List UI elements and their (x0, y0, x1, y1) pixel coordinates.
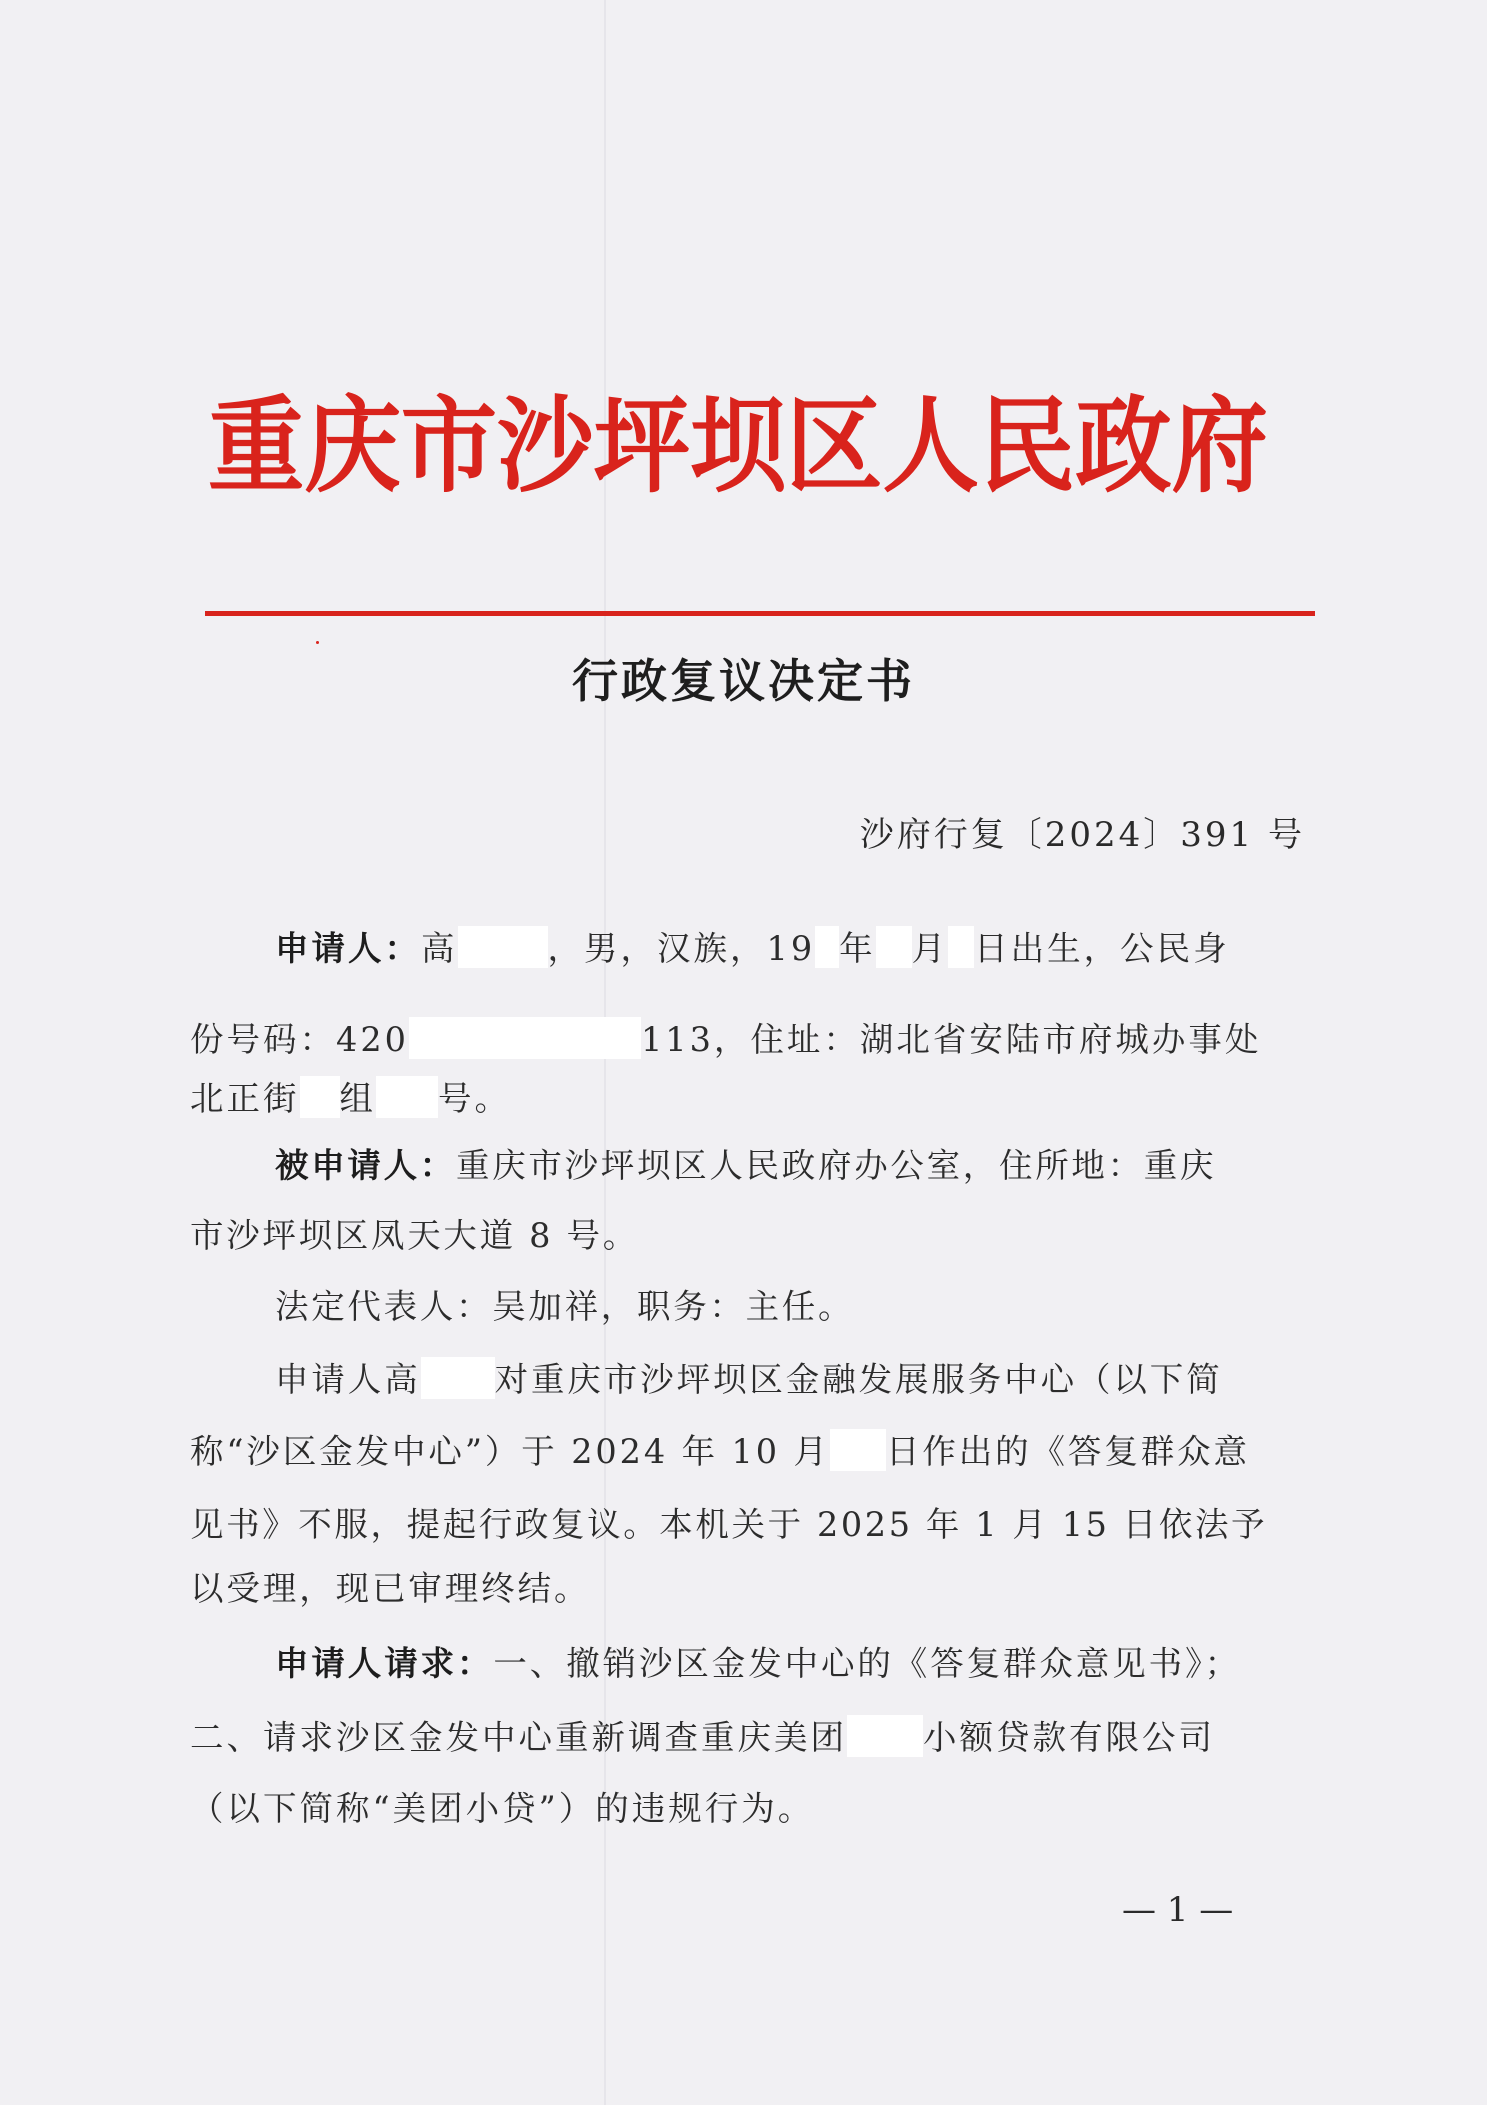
page-number: — 1 — (1122, 1890, 1234, 1930)
applicant-line-1: 申请人：高 ，男，汉族，19 年 月 日出生，公民身 (275, 925, 1230, 973)
requests-line-3: （以下简称“美团小贷”）的违规行为。 (190, 1789, 815, 1828)
redaction-mask (847, 1715, 923, 1757)
redaction-mask (815, 926, 839, 968)
requests-line-1: 申请人请求：一、撤销沙区金发中心的《答复群众意见书》； (275, 1644, 1242, 1683)
redaction-mask (830, 1429, 886, 1471)
intro-line-3: 见书》不服，提起行政复议。本机关于 2025 年 1 月 15 日依法予 (190, 1505, 1268, 1544)
respondent-line-1: 被申请人：重庆市沙坪坝区人民政府办公室，住所地：重庆 (275, 1146, 1217, 1185)
document-title: 行政复议决定书 (572, 654, 915, 708)
respondent-line-2: 市沙坪坝区凤天大道 8 号。 (190, 1216, 639, 1255)
intro-line-1: 申请人高 对重庆市沙坪坝区金融发展服务中心（以下简 (275, 1356, 1223, 1404)
respondent-label: 被申请人： (275, 1146, 456, 1185)
redaction-mask (300, 1076, 340, 1118)
applicant-line-3: 北正街 组 号。 (190, 1075, 511, 1123)
redaction-mask (409, 1017, 641, 1059)
svg-text:重庆市沙坪坝区人民政府: 重庆市沙坪坝区人民政府 (208, 384, 1268, 507)
document-number: 沙府行复〔2024〕391 号 (859, 815, 1305, 855)
red-separator-line (205, 611, 1315, 616)
requests-line-2: 二、请求沙区金发中心重新调查重庆美团 小额贷款有限公司 (190, 1714, 1215, 1762)
legal-representative: 法定代表人：吴加祥，职务：主任。 (275, 1287, 855, 1326)
redaction-mask (948, 926, 974, 968)
redaction-mask (421, 1357, 495, 1399)
redaction-mask (458, 926, 548, 968)
issuer-masthead (208, 372, 1268, 512)
intro-line-2: 称“沙区金发中心”）于 2024 年 10 月 日作出的《答复群众意 (190, 1428, 1250, 1476)
redaction-mask (376, 1076, 438, 1118)
red-mark (316, 641, 319, 644)
applicant-label: 申请人： (275, 929, 421, 968)
intro-line-4: 以受理，现已审理终结。 (190, 1569, 591, 1608)
redaction-mask (876, 926, 912, 968)
applicant-line-2: 份号码：420 113，住址：湖北省安陆市府城办事处 (190, 1016, 1261, 1064)
requests-label: 申请人请求： (275, 1644, 494, 1683)
